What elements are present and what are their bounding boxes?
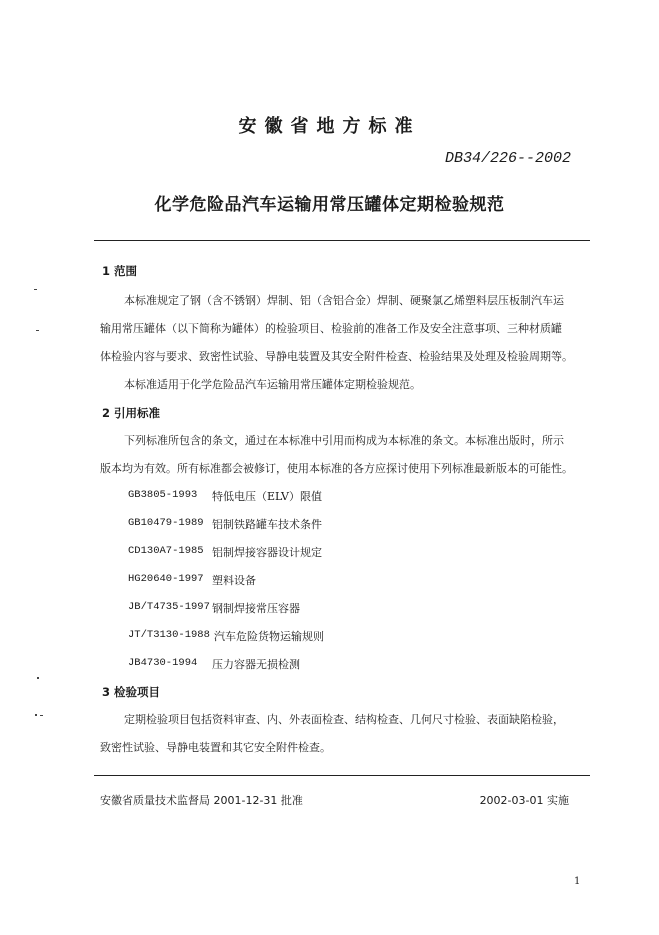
reference-code: GB10479-1989 [128,517,204,529]
standard-code: DB34/226--2002 [444,150,571,167]
scan-speck [34,289,37,290]
section-2-para-line: 下列标准所包含的条文，通过在本标准中引用而构成为本标准的条文。本标准出版时，所示 [124,434,564,447]
page-number: 1 [574,876,581,887]
section-3-para-line: 致密性试验、导静电装置和其它安全附件检查。 [100,741,331,754]
section-3-para-line: 定期检验项目包括资料审查、内、外表面检查、结构检查、几何尺寸检验、表面缺陷检验， [124,713,564,726]
scan-speck [40,715,43,716]
reference-code: HG20640-1997 [128,573,204,585]
reference-title: 特低电压（ELV）限值 [212,490,322,503]
section-2-para-line: 版本均为有效。所有标准都会被修订，使用本标准的各方应探讨使用下列标准最新版本的可能性。 [100,462,573,475]
bottom-rule [94,775,590,776]
reference-title: 压力容器无损检测 [212,658,300,671]
reference-title: 塑料设备 [212,574,256,587]
reference-code: GB3805-1993 [128,489,198,501]
reference-title: 汽车危险货物运输规则 [214,630,324,643]
reference-code: JT/T3130-1988 [128,629,210,641]
section-1-heading: 1 范围 [102,264,138,278]
section-1-para-line: 输用常压罐体（以下简称为罐体）的检验项目、检验前的准备工作及安全注意事项、三种材质罐 [100,322,562,335]
reference-title: 铝制铁路罐车技术条件 [212,518,322,531]
document-title: 化学危险品汽车运输用常压罐体定期检验规范 [154,195,505,215]
reference-title: 钢制焊接常压容器 [212,602,300,615]
reference-code: CD130A7-1985 [128,545,204,557]
effective-date: 2002-03-01 实施 [479,794,569,807]
reference-code: JB4730-1994 [128,657,198,669]
section-3-heading: 3 检验项目 [102,685,161,699]
top-rule [94,240,590,241]
reference-code: JB/T4735-1997 [128,601,210,613]
scan-speck [36,330,39,331]
section-1-scope-para: 本标准适用于化学危险品汽车运输用常压罐体定期检验规范。 [124,378,421,391]
standard-category-title: 安徽省地方标准 [238,116,421,137]
reference-title: 铝制焊接容器设计规定 [212,546,322,559]
section-1-para-line: 本标准规定了钢（含不锈钢）焊制、铝（含铝合金）焊制、硬聚氯乙烯塑料层压板制汽车运 [124,294,564,307]
scan-speck [35,714,37,716]
scan-speck [37,677,39,679]
section-2-heading: 2 引用标准 [102,406,161,420]
approval-statement: 安徽省质量技术监督局 2001-12-31 批准 [100,794,303,807]
section-1-para-line: 体检验内容与要求、致密性试验、导静电装置及其安全附件检查、检验结果及处理及检验周期等。 [100,350,573,363]
